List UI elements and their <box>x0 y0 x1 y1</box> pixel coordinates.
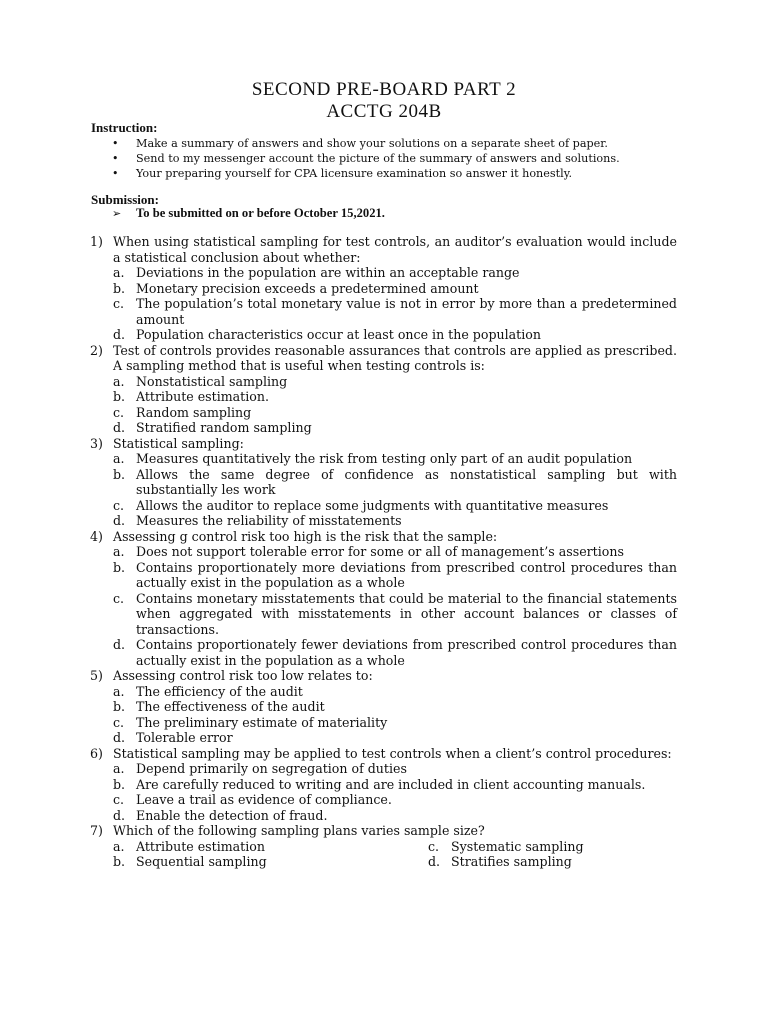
option-text: The efficiency of the audit <box>136 683 303 699</box>
instruction-item: • Make a summary of answers and show your solutions on a separate sheet of paper. <box>112 137 677 151</box>
question-text: Which of the following sampling plans varies sample size? <box>113 823 485 838</box>
option-text: Allows the auditor to replace some judgments with quantitative measures <box>136 497 609 513</box>
option-text: Leave a trail as evidence of compliance. <box>136 792 392 807</box>
option-letter: c. <box>113 792 125 807</box>
option-text: Measures the reliability of misstatements <box>136 513 402 528</box>
option-list <box>113 265 677 343</box>
submission-label: Submission: <box>91 192 159 207</box>
option-letter: c. <box>113 714 125 730</box>
answer-option <box>428 854 677 870</box>
option-letter: d. <box>113 327 126 342</box>
answer-option <box>113 761 677 777</box>
submission-deadline: To be submitted on or before October 15,2021. <box>136 206 385 220</box>
option-letter: d. <box>113 637 126 652</box>
option-list <box>113 761 677 823</box>
option-letter: a. <box>113 838 125 854</box>
instruction-label: Instruction: <box>91 120 158 135</box>
question-list <box>90 234 677 870</box>
question-item <box>90 234 677 343</box>
option-letter: a. <box>113 683 125 699</box>
option-text: Stratifies sampling <box>451 854 572 869</box>
option-letter: c. <box>428 838 440 854</box>
option-letter: b. <box>113 280 126 296</box>
answer-option <box>428 839 677 855</box>
instruction-list <box>112 137 677 181</box>
answer-option <box>113 591 677 638</box>
document-subtitle: ACCTG 204B <box>326 101 442 122</box>
question-number: 7) <box>90 823 103 838</box>
option-text: The effectiveness of the audit <box>136 699 325 714</box>
answer-option <box>113 327 677 343</box>
answer-option <box>113 498 677 514</box>
option-text: Deviations in the population are within an acceptable range <box>136 265 520 280</box>
option-text: Does not support tolerable error for some or all of management’s assertions <box>136 544 624 559</box>
answer-option <box>113 281 677 297</box>
option-text: Sequential sampling <box>136 854 267 869</box>
option-text: Contains proportionately fewer deviations from prescribed control procedures than actually exist in the population as a whole <box>136 637 677 668</box>
question-text: Test of controls provides reasonable assurances that controls are applied as prescribed. A sampling method that is useful when testing controls is: <box>113 342 677 373</box>
option-letter: d. <box>113 807 126 823</box>
option-letter: c. <box>113 404 125 420</box>
question-item <box>90 823 677 870</box>
answer-option <box>113 699 677 715</box>
option-letter: c. <box>113 296 125 311</box>
answer-option <box>113 265 677 281</box>
option-text: Monetary precision exceeds a predetermined amount <box>136 280 479 296</box>
question-item <box>90 529 677 669</box>
option-list <box>113 451 677 529</box>
answer-option <box>113 513 677 529</box>
option-letter: b. <box>113 559 126 575</box>
answer-option <box>113 777 677 793</box>
option-letter: a. <box>113 761 125 776</box>
answer-option <box>113 808 677 824</box>
answer-option <box>113 389 677 405</box>
question-text: Statistical sampling may be applied to test controls when a client’s control procedures: <box>113 745 672 761</box>
option-letter: b. <box>113 699 126 714</box>
option-letter: b. <box>113 389 126 404</box>
arrow-bullet-icon: ➢ <box>112 208 122 220</box>
option-list <box>113 684 677 746</box>
option-letter: b. <box>113 854 126 869</box>
answer-option <box>113 839 428 855</box>
option-list <box>113 839 677 870</box>
option-text: Contains monetary misstatements that could be material to the financial statements when aggregated with misstatements in other account balances or classes of transactions. <box>136 590 677 637</box>
option-text: Random sampling <box>136 404 252 420</box>
answer-option <box>113 467 677 498</box>
answer-option <box>113 544 677 560</box>
option-text: The population’s total monetary value is not in error by more than a predetermined amount <box>136 296 677 327</box>
question-number: 2) <box>90 342 103 358</box>
option-text: Tolerable error <box>136 730 233 745</box>
option-letter: d. <box>113 513 126 528</box>
option-text: Population characteristics occur at least once in the population <box>136 327 541 342</box>
answer-option <box>113 854 428 870</box>
option-letter: a. <box>113 373 125 389</box>
option-text: Attribute estimation. <box>136 389 269 404</box>
option-text: Measures quantitatively the risk from testing only part of an audit population <box>136 451 633 466</box>
instruction-item: • Your preparing yourself for CPA licensure examination so answer it honestly. <box>112 167 677 181</box>
option-text: Nonstatistical sampling <box>136 373 288 389</box>
question-item <box>90 668 677 746</box>
question-number: 1) <box>90 234 103 249</box>
answer-option <box>113 792 677 808</box>
option-letter: a. <box>113 451 125 466</box>
option-letter: d. <box>428 854 441 869</box>
question-item <box>90 343 677 436</box>
question-text: Statistical sampling: <box>113 435 244 451</box>
option-text: Systematic sampling <box>451 838 584 854</box>
option-text: Are carefully reduced to writing and are included in client accounting manuals. <box>136 776 646 792</box>
option-text: The preliminary estimate of materiality <box>136 714 388 730</box>
question-number: 3) <box>90 435 103 451</box>
question-number: 6) <box>90 745 103 761</box>
answer-option <box>113 405 677 421</box>
option-letter: a. <box>113 265 125 280</box>
answer-option <box>113 730 677 746</box>
option-text: Enable the detection of fraud. <box>136 807 328 823</box>
answer-option <box>113 715 677 731</box>
option-letter: d. <box>113 730 126 745</box>
option-text: Contains proportionately more deviations from prescribed control procedures than actually exist in the population as a whole <box>136 559 677 590</box>
answer-option <box>113 560 677 591</box>
question-text: Assessing g control risk too high is the risk that the sample: <box>113 528 498 544</box>
question-number: 5) <box>90 668 103 683</box>
option-list <box>113 374 677 436</box>
document-title: SECOND PRE-BOARD PART 2 <box>251 79 517 100</box>
answer-option <box>113 637 677 668</box>
answer-option <box>113 451 677 467</box>
question-text: When using statistical sampling for test controls, an auditor’s evaluation would include a statistical conclusion about whether: <box>113 234 677 265</box>
option-letter: a. <box>113 544 125 559</box>
option-letter: c. <box>113 590 125 606</box>
option-text: Depend primarily on segregation of duties <box>136 761 407 776</box>
option-text: Attribute estimation <box>136 838 265 854</box>
answer-option <box>113 296 677 327</box>
instruction-item: • Send to my messenger account the picture of the summary of answers and solutions. <box>112 152 677 166</box>
option-letter: d. <box>113 420 126 435</box>
option-letter: b. <box>113 776 126 792</box>
option-list <box>113 544 677 668</box>
question-number: 4) <box>90 528 103 544</box>
submission-item <box>112 206 385 221</box>
answer-option <box>113 684 677 700</box>
option-text: Allows the same degree of confidence as nonstatistical sampling but with substantially les work <box>136 466 677 497</box>
option-text: Stratified random sampling <box>136 420 312 435</box>
answer-option <box>113 374 677 390</box>
question-item <box>90 436 677 529</box>
option-letter: c. <box>113 497 125 513</box>
question-item <box>90 746 677 824</box>
answer-option <box>113 420 677 436</box>
option-letter: b. <box>113 466 126 482</box>
question-text: Assessing control risk too low relates to: <box>113 668 373 683</box>
